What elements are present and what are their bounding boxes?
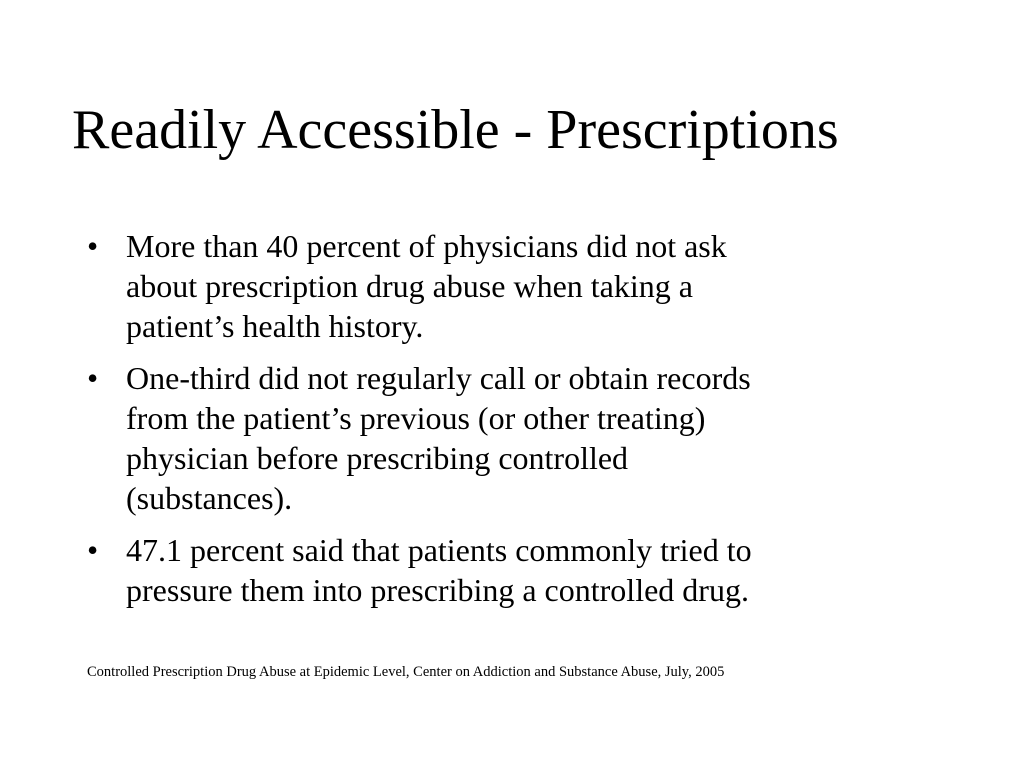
bullet-item-one-third-records [84,358,984,518]
bullet-line: patient’s health history. [126,308,424,344]
bullet-line: from the patient’s previous (or other treating) [126,400,706,436]
bullet-item-patient-pressure [84,530,984,610]
slide-title: Readily Accessible - Prescriptions [72,99,839,161]
bullet-icon: • [87,532,99,568]
bullet-list [84,226,984,622]
bullet-line: about prescription drug abuse when taking a [126,268,693,304]
bullet-line: physician before prescribing controlled [126,440,629,476]
bullet-icon: • [87,360,99,396]
bullet-line: pressure them into prescribing a controlled drug. [126,572,749,608]
bullet-icon: • [87,228,99,264]
bullet-line: More than 40 percent of physicians did not ask [126,228,727,264]
bullet-line: 47.1 percent said that patients commonly tried to [126,532,752,568]
bullet-line: (substances). [126,480,293,516]
bullet-item-physicians-did-not-ask [84,226,984,346]
source-citation: Controlled Prescription Drug Abuse at Epidemic Level, Center on Addiction and Substance Abuse, July, 2005 [87,664,725,680]
bullet-line: One-third did not regularly call or obtain records [126,360,751,396]
